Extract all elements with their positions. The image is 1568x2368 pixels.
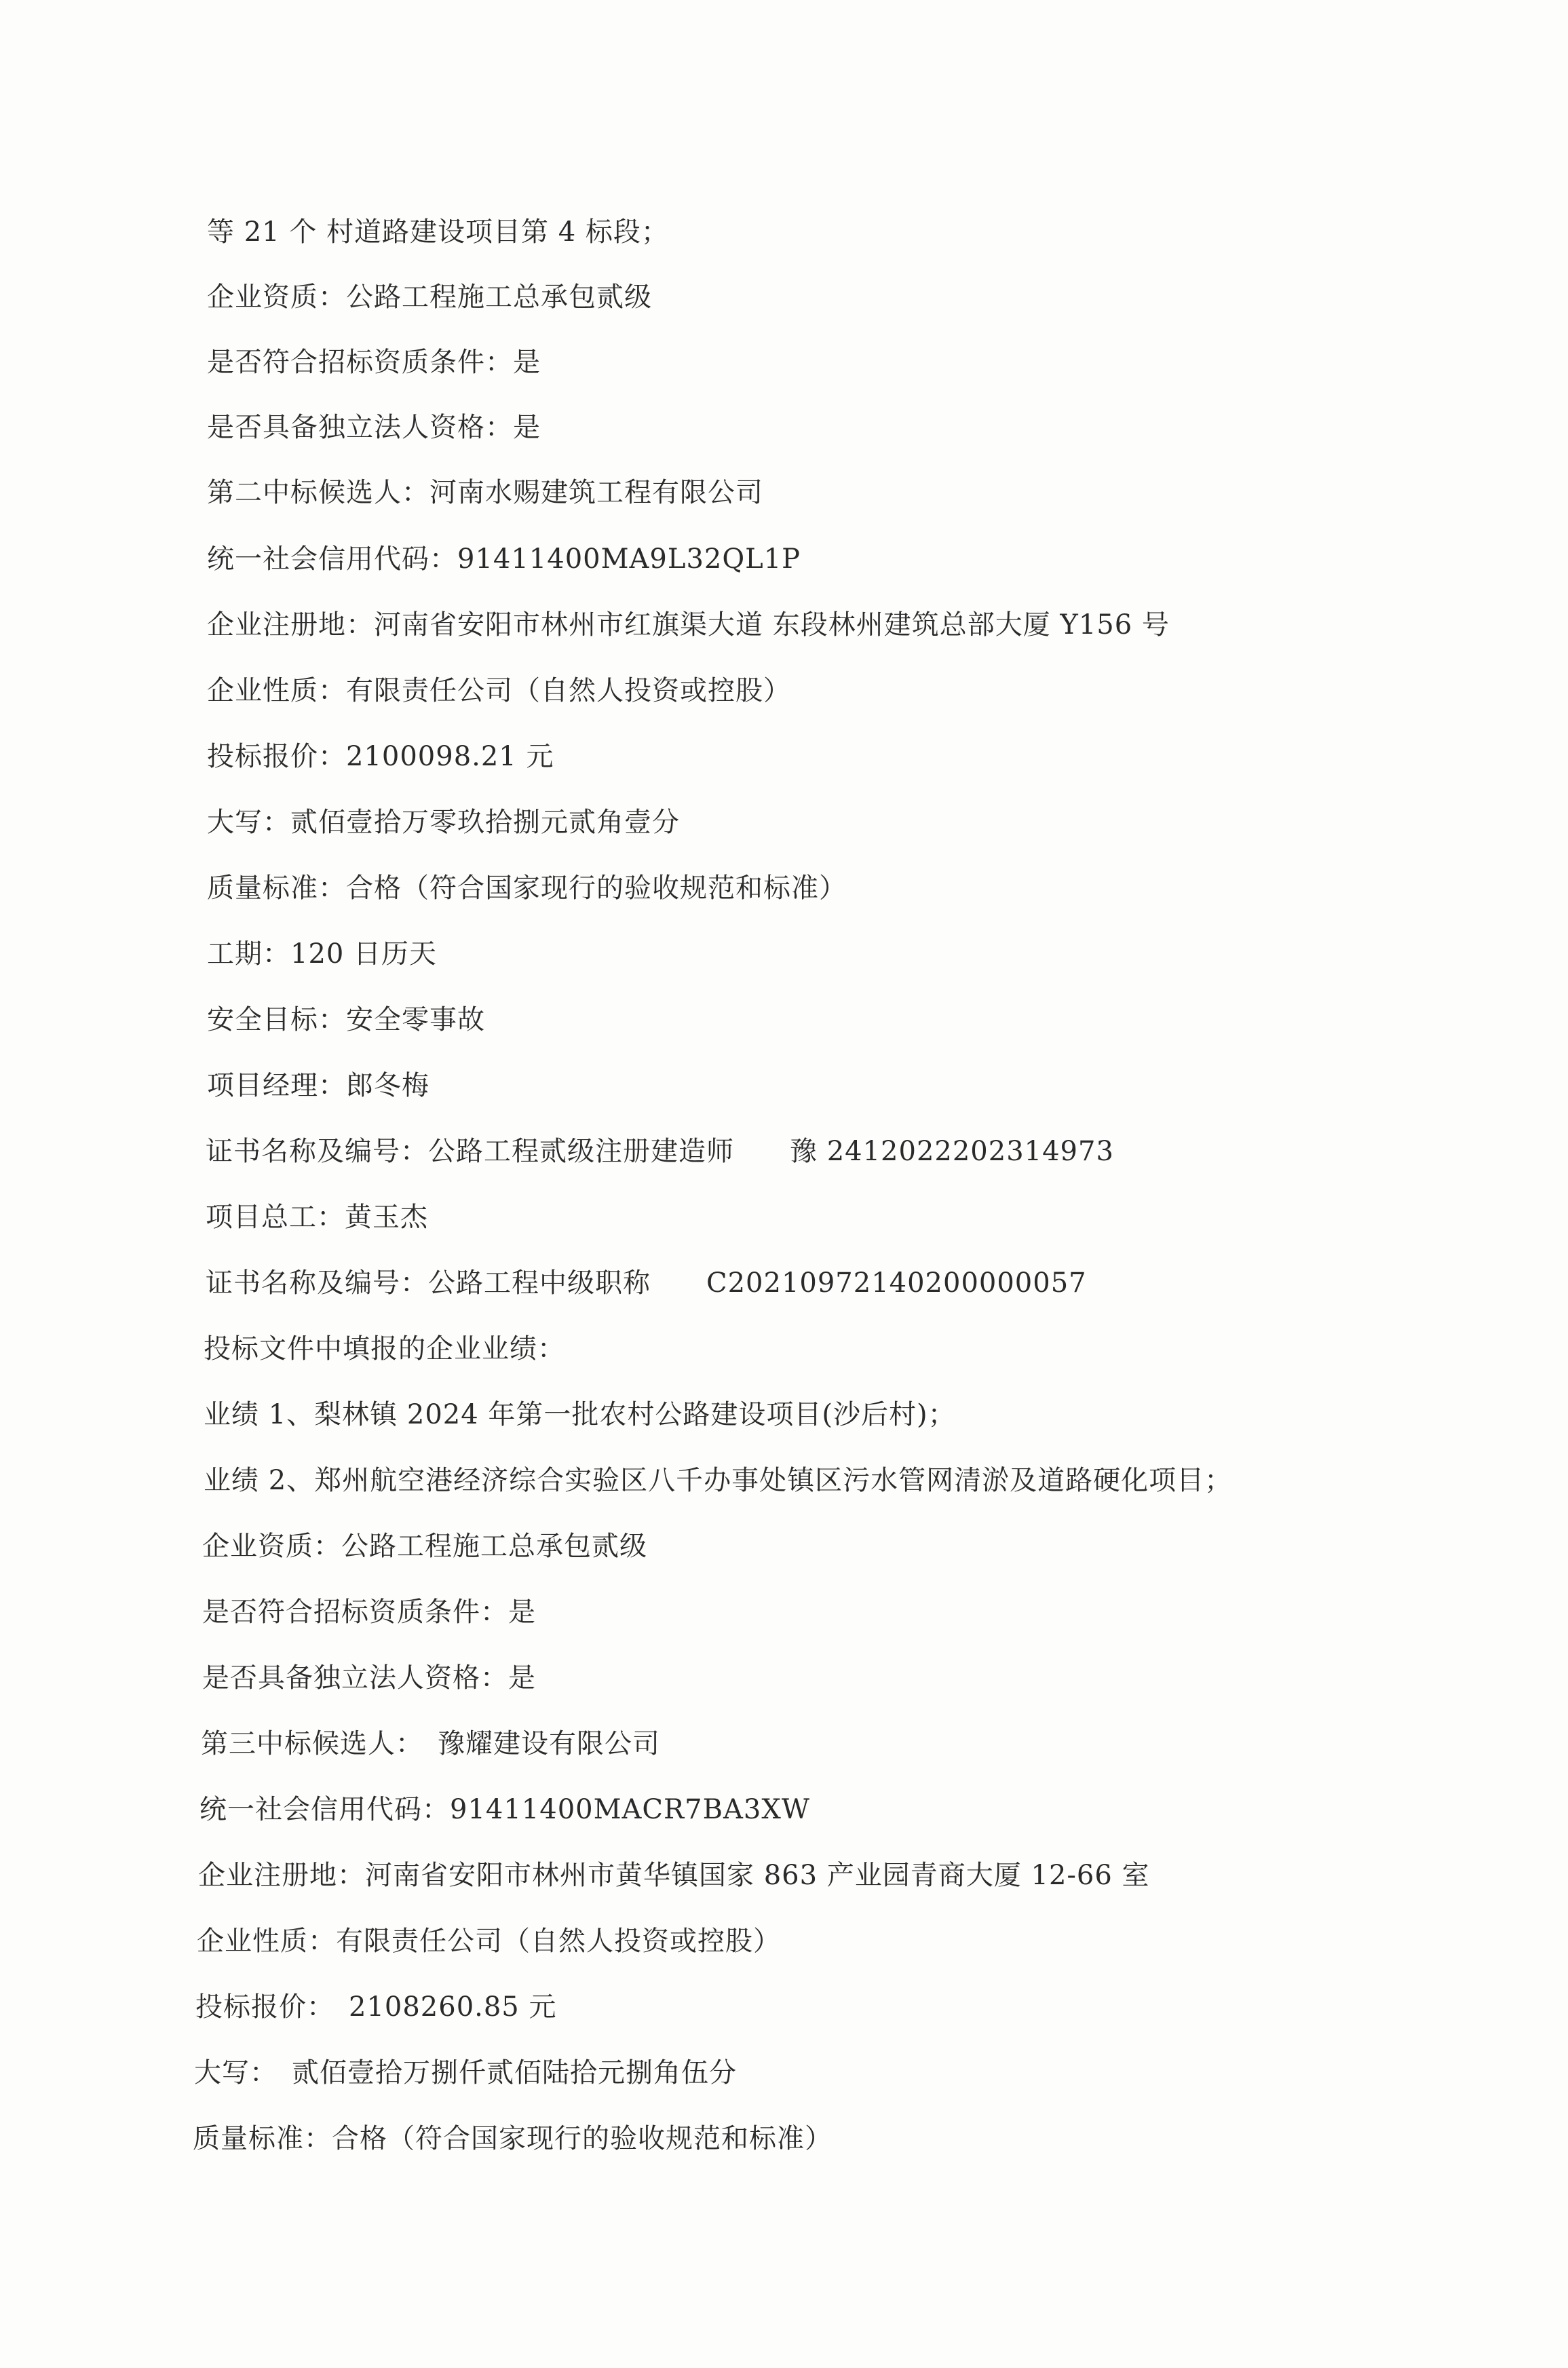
text-line: 证书名称及编号：公路工程贰级注册建造师 豫 2412022202314973 [206,1136,1114,1167]
text-line: 企业资质：公路工程施工总承包贰级 [202,1531,647,1562]
text-line: 业绩 1、梨林镇 2024 年第一批农村公路建设项目(沙后村)； [204,1399,956,1430]
text-line: 业绩 2、郑州航空港经济综合实验区八千办事处镇区污水管网清淤及道路硬化项目； [204,1465,1233,1496]
text-line: 投标报价：2100098.21 元 [207,741,554,772]
text-line: 第三中标候选人： 豫耀建设有限公司 [201,1728,660,1759]
text-line: 等 21 个 村道路建设项目第 4 标段； [207,216,669,248]
text-line: 是否具备独立法人资格：是 [207,412,541,443]
text-line: 项目总工：黄玉杰 [206,1202,428,1233]
text-line: 统一社会信用代码：91411400MACR7BA3XW [199,1794,810,1825]
text-line: 企业资质：公路工程施工总承包贰级 [207,282,652,313]
text-line: 企业性质：有限责任公司（自然人投资或控股） [207,675,791,706]
text-line: 企业注册地：河南省安阳市林州市红旗渠大道 东段林州建筑总部大厦 Y156 号 [207,609,1170,641]
text-line: 第二中标候选人：河南水赐建筑工程有限公司 [207,477,763,508]
text-line: 企业性质：有限责任公司（自然人投资或控股） [197,1926,781,1957]
text-line: 是否具备独立法人资格：是 [202,1662,536,1694]
text-line: 工期：120 日历天 [207,938,438,970]
text-line: 投标报价： 2108260.85 元 [195,1991,557,2023]
text-line: 项目经理：郎冬梅 [207,1070,429,1101]
text-line: 证书名称及编号：公路工程中级职称 C20210972140200000057 [206,1267,1087,1299]
text-line: 投标文件中填报的企业业绩： [204,1333,565,1364]
text-line: 大写：贰佰壹拾万零玖拾捌元贰角壹分 [207,807,680,838]
text-line: 质量标准：合格（符合国家现行的验收规范和标准） [193,2123,833,2154]
text-line: 企业注册地：河南省安阳市林州市黄华镇国家 863 产业园青商大厦 12-66 室 [198,1860,1150,1891]
text-line: 大写： 贰佰壹拾万捌仟贰佰陆拾元捌角伍分 [194,2057,737,2088]
text-line: 是否符合招标资质条件：是 [207,347,541,378]
text-line: 是否符合招标资质条件：是 [202,1597,536,1628]
text-line: 统一社会信用代码：91411400MA9L32QL1P [207,543,801,575]
text-line: 安全目标：安全零事故 [207,1004,485,1035]
text-line: 质量标准：合格（符合国家现行的验收规范和标准） [207,873,847,904]
